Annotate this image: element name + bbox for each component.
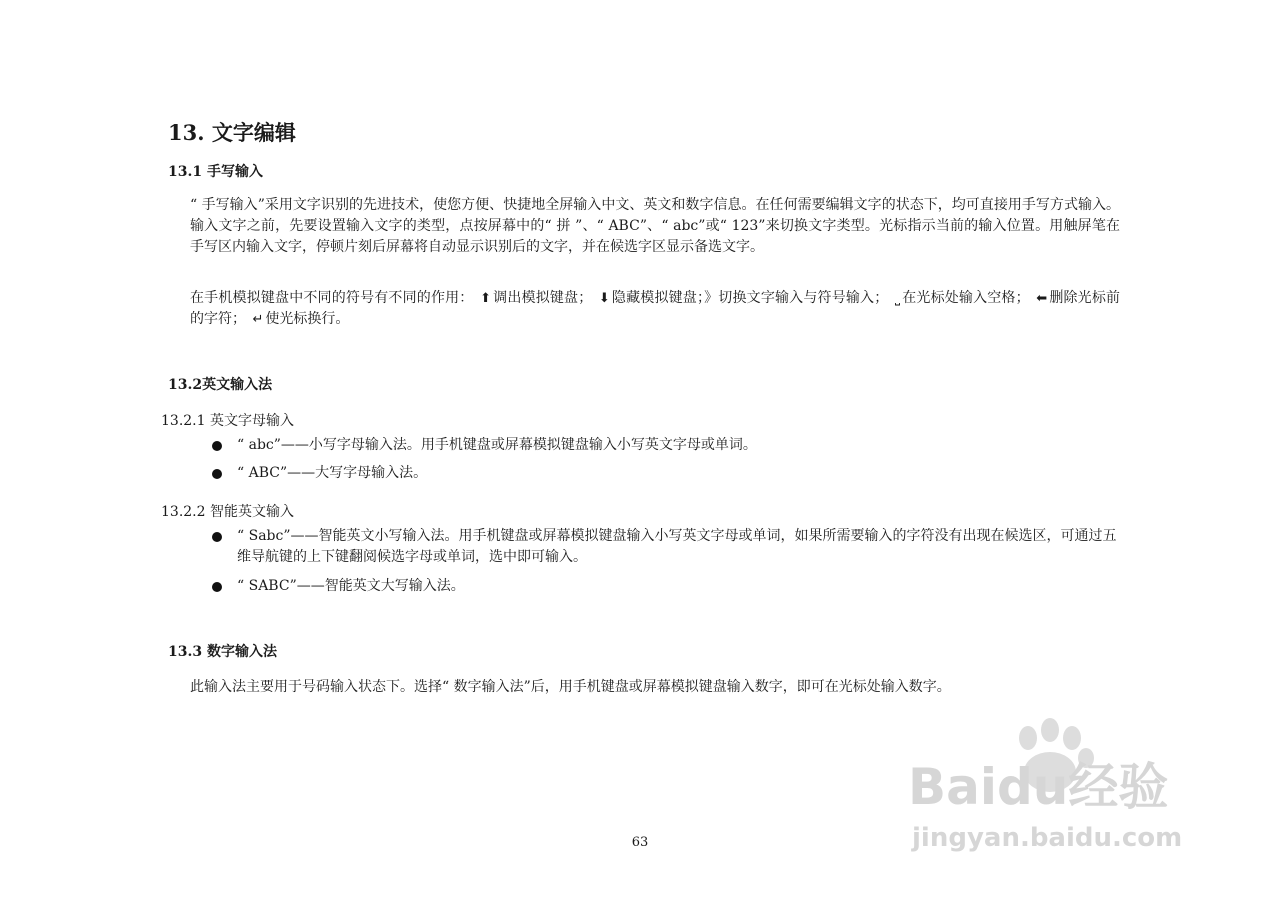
list-item-text: “ abc”——小写字母输入法。用手机键盘或屏幕模拟键盘输入小写英文字母或单词。 <box>237 437 757 453</box>
list-item <box>212 576 1120 597</box>
watermark-url: jingyan.baidu.com <box>912 823 1183 853</box>
list-item-text: “ ABC”——大写字母输入法。 <box>237 465 428 481</box>
subsection-title-13-2-1: 13.2.1 英文字母输入 <box>161 413 294 429</box>
page-title: 13. 文字编辑 <box>168 120 296 145</box>
symbol-desc: 使光标换行。 <box>265 311 350 327</box>
baidu-watermark <box>900 716 1210 866</box>
arrow-left-icon: ⬅ <box>1036 291 1048 306</box>
page-number: 63 <box>631 835 649 850</box>
paragraph-handwriting: “ 手写输入”采用文字识别的先进技术，使您方便、快捷地全屏输入中文、英文和数字信息。在任何需要编辑文字的状态下，均可直接用手写方式输入。输入文字之前，先要设置输入文字的类型，点按屏幕中的“ 拼 ”、“ ABC”、“ abc”或“ 123”来切换文字类型。光标指示当前的输入位置。用触屏笔在手写区内输入文字，停顿片刻后屏幕将自动显示识别后的文字，并在候选字区显示备选文字。 <box>190 197 1120 255</box>
symbol-desc: 隐藏模拟键盘；》切换文字输入与符号输入； <box>611 290 889 306</box>
paragraph-number-input: 此输入法主要用于号码输入状态下。选择“ 数字输入法”后，用手机键盘或屏幕模拟键盘输入数字，即可在光标处输入数字。 <box>190 679 951 695</box>
arrow-up-icon: ⬆ <box>480 291 491 306</box>
list-item-text: “ Sabc”——智能英文小写输入法。用手机键盘或屏幕模拟键盘输入小写英文字母或单词，如果所需要输入的字符没有出现在候选区，可通过五维导航键的上下键翻阅候选字母或单词，选中即可输入。 <box>237 528 1117 565</box>
bullet-icon <box>212 582 222 592</box>
list-item <box>212 526 1120 568</box>
symbol-desc: 删除光标前的字符； <box>190 290 1121 327</box>
paragraph-keyboard-symbols <box>190 288 1120 330</box>
symbol-desc: 在光标处输入空格； <box>902 290 1030 306</box>
symbol-desc: 调出模拟键盘； <box>493 290 593 306</box>
bullet-icon <box>212 441 222 451</box>
watermark-brand: Baidu经验 <box>908 758 1169 816</box>
list-item <box>212 463 1120 484</box>
enter-icon: ↵ <box>252 312 264 327</box>
list-item-text: “ SABC”——智能英文大写输入法。 <box>237 578 465 594</box>
space-icon: ⎵ <box>894 291 901 306</box>
subsection-title-13-2-2: 13.2.2 智能英文输入 <box>161 504 294 520</box>
bullet-icon <box>212 469 222 479</box>
bullet-icon <box>212 532 222 542</box>
section-title-13-2: 13.2英文输入法 <box>168 377 273 393</box>
section-title-13-1: 13.1 手写输入 <box>168 164 263 180</box>
section-title-13-3: 13.3 数字输入法 <box>168 644 277 660</box>
list-item <box>212 435 1120 456</box>
arrow-down-icon: ⬇ <box>598 291 610 306</box>
symbols-intro: 在手机模拟键盘中不同的符号有不同的作用： <box>190 290 474 306</box>
